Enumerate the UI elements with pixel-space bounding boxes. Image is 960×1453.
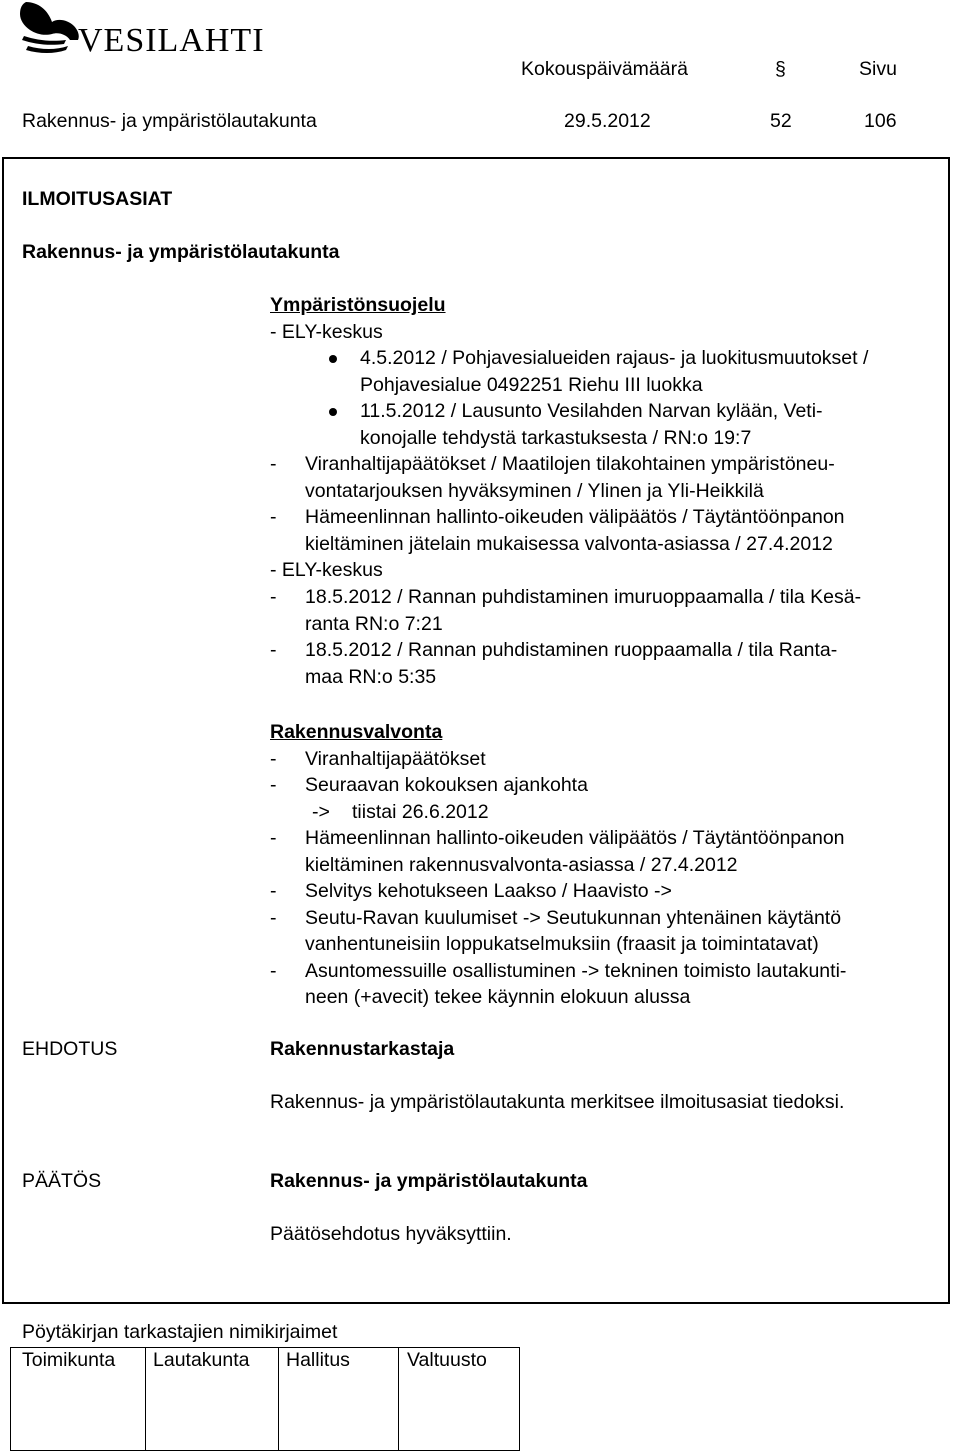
dash: - [270, 880, 277, 902]
bullet-icon [329, 408, 337, 416]
proposal-author: Rakennustarkastaja [270, 1038, 455, 1060]
list-item-line: 11.5.2012 / Lausunto Vesilahden Narvan kylään, Veti- [360, 400, 823, 422]
dash: - [270, 827, 277, 849]
list-item-line: Pohjavesialue 0492251 Riehu III luokka [360, 374, 703, 396]
dash: - [270, 960, 277, 982]
bottom-border [2, 1302, 950, 1304]
header-divider [2, 157, 950, 159]
list-item-line: Hämeenlinnan hallinto-oikeuden välipäätös / Täytäntöönpanon [305, 506, 845, 528]
signature-column-divider [278, 1347, 279, 1451]
dash: - [270, 453, 277, 475]
paragraph-label: § [775, 58, 786, 80]
section-number: 52 [770, 110, 792, 132]
decision-text: Päätösehdotus hyväksyttiin. [270, 1223, 512, 1245]
dash: - [270, 748, 277, 770]
dash: - [270, 506, 277, 528]
date-label: Kokouspäivämäärä [521, 58, 688, 80]
list-item-line: Hämeenlinnan hallinto-oikeuden välipäätös / Täytäntöönpanon [305, 827, 845, 849]
next-meeting-date: tiistai 26.6.2012 [352, 801, 489, 823]
list-item-line: 18.5.2012 / Rannan puhdistaminen ruoppaamalla / tila Ranta- [305, 639, 838, 661]
list-item-line: Viranhaltijapäätökset / Maatilojen tilakohtainen ympäristöneu- [305, 453, 835, 475]
signature-title: Pöytäkirjan tarkastajien nimikirjaimet [22, 1321, 338, 1343]
signature-column-divider [145, 1347, 146, 1451]
vesilahti-logo [18, 0, 265, 70]
environment-title: Ympäristönsuojelu [270, 294, 446, 316]
dash: - [270, 907, 277, 929]
signature-column-valtuusto: Valtuusto [407, 1349, 487, 1371]
logo-text: VESILAHTI [78, 22, 265, 59]
page-number: 106 [864, 110, 897, 132]
signature-column-hallitus: Hallitus [286, 1349, 350, 1371]
body-name: Rakennus- ja ympäristölautakunta [22, 110, 317, 132]
dash: - [270, 639, 277, 661]
list-item-line: 4.5.2012 / Pohjavesialueiden rajaus- ja luokitusmuutokset / [360, 347, 869, 369]
list-item-line: konojalle tehdystä tarkastuksesta / RN:o 19:7 [360, 427, 752, 449]
bullet-icon [329, 355, 337, 363]
list-item-line: Seuraavan kokouksen ajankohta [305, 774, 588, 796]
decision-label: PÄÄTÖS [22, 1170, 102, 1192]
page-label: Sivu [859, 58, 897, 80]
proposal-text: Rakennus- ja ympäristölautakunta merkitsee ilmoitusasiat tiedoksi. [270, 1091, 845, 1113]
list-item-line: vanhentuneisiin loppukatselmuksiin (fraasit ja toimintatavat) [305, 933, 819, 955]
list-item-line: maa RN:o 5:35 [305, 666, 437, 688]
proposal-label: EHDOTUS [22, 1038, 118, 1060]
signature-column-lautakunta: Lautakunta [153, 1349, 250, 1371]
list-item-line: Viranhaltijapäätökset [305, 748, 486, 770]
list-item-line: kieltäminen rakennusvalvonta-asiassa / 27.4.2012 [305, 854, 738, 876]
building-title: Rakennusvalvonta [270, 721, 443, 743]
date-value: 29.5.2012 [564, 110, 651, 132]
ely-label: - ELY-keskus [270, 559, 383, 581]
arrow: -> [312, 801, 330, 823]
list-item-line: kieltäminen jätelain mukaisessa valvonta-asiassa / 27.4.2012 [305, 533, 833, 555]
list-item-line: ranta RN:o 7:21 [305, 613, 443, 635]
decision-body: Rakennus- ja ympäristölautakunta [270, 1170, 588, 1192]
list-item-line: vontatarjouksen hyväksyminen / Ylinen ja Yli-Heikkilä [305, 480, 764, 502]
list-item-line: Asuntomessuille osallistuminen -> tekninen toimisto lautakunti- [305, 960, 847, 982]
signature-column-divider [398, 1347, 399, 1451]
list-item-line: 18.5.2012 / Rannan puhdistaminen imuruoppaamalla / tila Kesä- [305, 586, 862, 608]
left-border [2, 157, 4, 1302]
ely-label: - ELY-keskus [270, 321, 383, 343]
list-item-line: neen (+avecit) tekee käynnin elokuun alussa [305, 986, 691, 1008]
list-item-line: Selvitys kehotukseen Laakso / Haavisto -> [305, 880, 672, 902]
dash: - [270, 774, 277, 796]
section-subheading: Rakennus- ja ympäristölautakunta [22, 241, 340, 263]
dash: - [270, 586, 277, 608]
right-border [948, 157, 950, 1302]
section-heading: ILMOITUSASIAT [22, 188, 173, 210]
list-item-line: Seutu-Ravan kuulumiset -> Seutukunnan yhtenäinen käytäntö [305, 907, 842, 929]
signature-column-toimikunta: Toimikunta [22, 1349, 116, 1371]
